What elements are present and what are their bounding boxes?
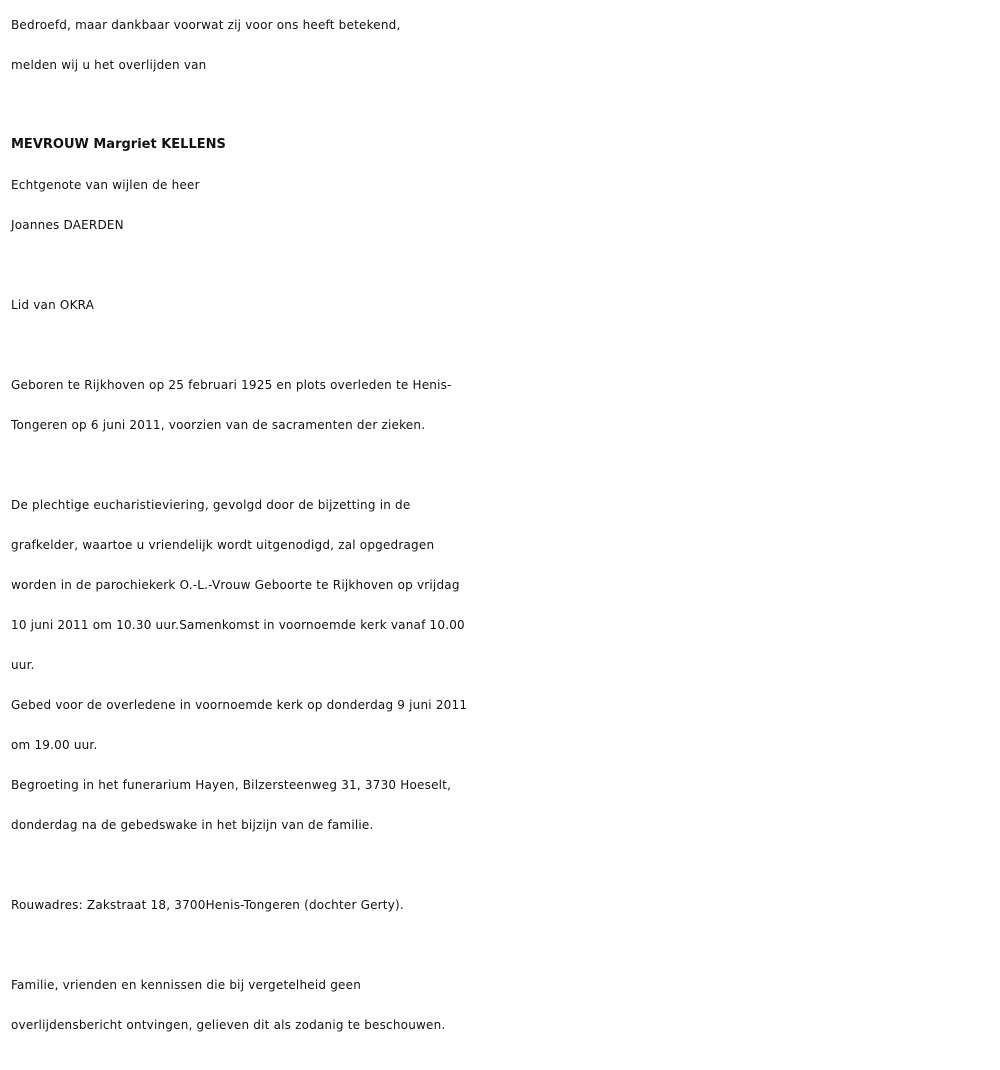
prayer-line-1: Gebed voor de overledene in voornoemde kerk op donderdag 9 juni 2011 bbox=[11, 698, 468, 712]
closing-paragraph bbox=[11, 965, 996, 1045]
obituary-notice bbox=[11, 5, 996, 1045]
deceased-name: MEVROUW Margriet KELLENS bbox=[11, 137, 226, 152]
birth-death-line-2: Tongeren op 6 juni 2011, voorzien van de sacramenten der zieken. bbox=[11, 418, 426, 432]
closing-line-1: Familie, vrienden en kennissen die bij vergetelheid geen bbox=[11, 978, 362, 992]
intro-paragraph bbox=[11, 5, 996, 85]
birth-death-line-1: Geboren te Rijkhoven op 25 februari 1925 en plots overleden te Henis- bbox=[11, 378, 452, 392]
birth-death-paragraph bbox=[11, 365, 996, 445]
intro-line-1: Bedroefd, maar dankbaar voorwat zij voor ons heeft betekend, bbox=[11, 18, 401, 32]
spacer bbox=[11, 445, 996, 485]
mourning-address: Rouwadres: Zakstraat 18, 3700Henis-Tongeren (dochter Gerty). bbox=[11, 898, 404, 912]
spouse-paragraph bbox=[11, 165, 996, 245]
spacer bbox=[11, 925, 996, 965]
ceremony-paragraph bbox=[11, 485, 996, 685]
ceremony-line-4: 10 juni 2011 om 10.30 uur.Samenkomst in voornoemde kerk vanaf 10.00 bbox=[11, 618, 465, 632]
prayer-line-2: om 19.00 uur. bbox=[11, 738, 98, 752]
ceremony-line-3: worden in de parochiekerk O.-L.-Vrouw Geboorte te Rijkhoven op vrijdag bbox=[11, 578, 460, 592]
spacer bbox=[11, 845, 996, 885]
greeting-line-2: donderdag na de gebedswake in het bijzijn van de familie. bbox=[11, 818, 374, 832]
ceremony-line-2: grafkelder, waartoe u vriendelijk wordt uitgenodigd, zal opgedragen bbox=[11, 538, 435, 552]
ceremony-line-5: uur. bbox=[11, 658, 35, 672]
closing-line-2: overlijdensbericht ontvingen, gelieven dit als zodanig te beschouwen. bbox=[11, 1018, 446, 1032]
spacer bbox=[11, 245, 996, 285]
ceremony-line-1: De plechtige eucharistieviering, gevolgd door de bijzetting in de bbox=[11, 498, 411, 512]
prayer-paragraph bbox=[11, 685, 996, 765]
spouse-line-2: Joannes DAERDEN bbox=[11, 218, 124, 232]
greeting-paragraph bbox=[11, 765, 996, 845]
greeting-line-1: Begroeting in het funerarium Hayen, Bilzersteenweg 31, 3730 Hoeselt, bbox=[11, 778, 452, 792]
intro-line-2: melden wij u het overlijden van bbox=[11, 58, 207, 72]
membership-line: Lid van OKRA bbox=[11, 298, 95, 312]
spacer bbox=[11, 325, 996, 365]
spouse-line-1: Echtgenote van wijlen de heer bbox=[11, 178, 200, 192]
